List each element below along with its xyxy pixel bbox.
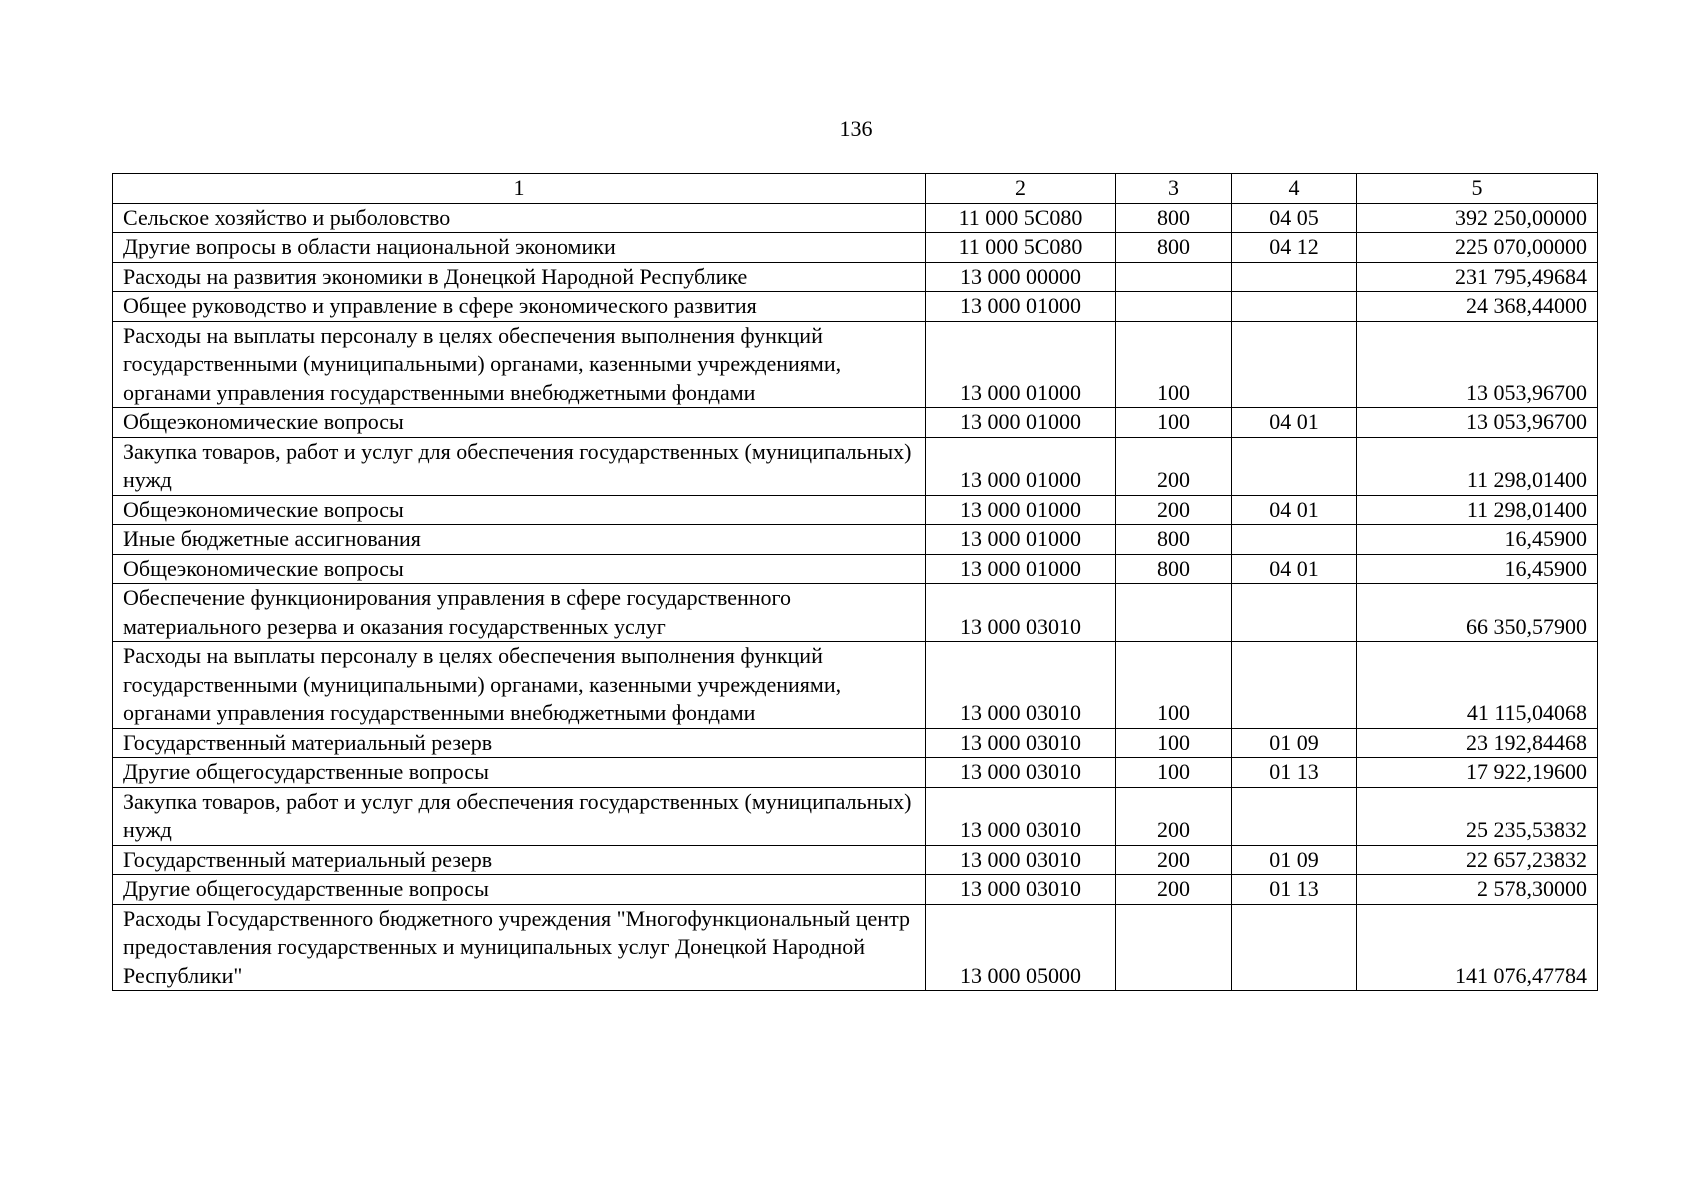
table-row [113, 233, 1598, 263]
header-col-1: 1 [113, 174, 926, 204]
cell-target-code: 13 000 01000 [926, 321, 1116, 408]
cell-expense-type: 200 [1116, 437, 1232, 495]
cell-sum: 41 115,04068 [1357, 642, 1598, 729]
cell-target-code: 13 000 05000 [926, 904, 1116, 991]
cell-target-code: 13 000 01000 [926, 525, 1116, 555]
table-row [113, 262, 1598, 292]
cell-expense-type: 100 [1116, 728, 1232, 758]
cell-name: Другие вопросы в области национальной экономики [113, 233, 926, 263]
cell-target-code: 13 000 01000 [926, 292, 1116, 322]
cell-name: Расходы на выплаты персоналу в целях обеспечения выполнения функций государственными (муниципальными) органами, казенными учреждениями, органами управления государственными внебюджетными фондами [113, 321, 926, 408]
cell-expense-type [1116, 904, 1232, 991]
cell-expense-type [1116, 262, 1232, 292]
cell-name: Общее руководство и управление в сфере экономического развития [113, 292, 926, 322]
cell-target-code: 13 000 03010 [926, 875, 1116, 905]
cell-section [1232, 437, 1357, 495]
table-row [113, 845, 1598, 875]
cell-name: Другие общегосударственные вопросы [113, 758, 926, 788]
table-row [113, 495, 1598, 525]
cell-name: Общеэкономические вопросы [113, 495, 926, 525]
table-row [113, 758, 1598, 788]
cell-name: Государственный материальный резерв [113, 728, 926, 758]
header-col-3: 3 [1116, 174, 1232, 204]
cell-name: Расходы Государственного бюджетного учреждения "Многофункциональный центр предоставления государственных и муниципальных услуг Донецкой Народной Республики" [113, 904, 926, 991]
cell-name: Общеэкономические вопросы [113, 408, 926, 438]
cell-section [1232, 262, 1357, 292]
cell-expense-type: 800 [1116, 525, 1232, 555]
table-body [113, 203, 1598, 991]
table-row [113, 321, 1598, 408]
cell-expense-type: 100 [1116, 758, 1232, 788]
cell-expense-type: 200 [1116, 495, 1232, 525]
cell-sum: 17 922,19600 [1357, 758, 1598, 788]
cell-target-code: 11 000 5С080 [926, 203, 1116, 233]
table-row [113, 554, 1598, 584]
cell-expense-type: 800 [1116, 233, 1232, 263]
cell-name: Иные бюджетные ассигнования [113, 525, 926, 555]
cell-expense-type [1116, 292, 1232, 322]
cell-sum: 11 298,01400 [1357, 495, 1598, 525]
table-header-row [113, 174, 1598, 204]
cell-sum: 13 053,96700 [1357, 408, 1598, 438]
cell-section: 04 01 [1232, 554, 1357, 584]
cell-sum: 25 235,53832 [1357, 787, 1598, 845]
cell-section [1232, 642, 1357, 729]
cell-target-code: 13 000 00000 [926, 262, 1116, 292]
table-row [113, 584, 1598, 642]
cell-target-code: 13 000 03010 [926, 845, 1116, 875]
cell-sum: 141 076,47784 [1357, 904, 1598, 991]
cell-target-code: 13 000 03010 [926, 642, 1116, 729]
cell-name: Закупка товаров, работ и услуг для обеспечения государственных (муниципальных) нужд [113, 437, 926, 495]
cell-sum: 22 657,23832 [1357, 845, 1598, 875]
cell-expense-type: 800 [1116, 554, 1232, 584]
table-row [113, 904, 1598, 991]
cell-name: Расходы на развития экономики в Донецкой Народной Республике [113, 262, 926, 292]
cell-section [1232, 787, 1357, 845]
cell-expense-type: 100 [1116, 642, 1232, 729]
header-col-5: 5 [1357, 174, 1598, 204]
cell-target-code: 13 000 03010 [926, 728, 1116, 758]
cell-sum: 16,45900 [1357, 525, 1598, 555]
cell-name: Закупка товаров, работ и услуг для обеспечения государственных (муниципальных) нужд [113, 787, 926, 845]
table-row [113, 203, 1598, 233]
cell-name: Сельское хозяйство и рыболовство [113, 203, 926, 233]
cell-expense-type: 100 [1116, 321, 1232, 408]
cell-section [1232, 321, 1357, 408]
cell-expense-type [1116, 584, 1232, 642]
header-col-4: 4 [1232, 174, 1357, 204]
cell-sum: 13 053,96700 [1357, 321, 1598, 408]
cell-expense-type: 200 [1116, 875, 1232, 905]
cell-section: 01 09 [1232, 728, 1357, 758]
cell-section [1232, 904, 1357, 991]
cell-target-code: 13 000 01000 [926, 408, 1116, 438]
cell-expense-type: 200 [1116, 787, 1232, 845]
cell-name: Государственный материальный резерв [113, 845, 926, 875]
cell-target-code: 13 000 03010 [926, 758, 1116, 788]
cell-section: 04 01 [1232, 408, 1357, 438]
cell-sum: 392 250,00000 [1357, 203, 1598, 233]
cell-section: 04 12 [1232, 233, 1357, 263]
budget-table [112, 173, 1598, 991]
cell-section: 01 09 [1232, 845, 1357, 875]
cell-target-code: 13 000 03010 [926, 787, 1116, 845]
cell-sum: 66 350,57900 [1357, 584, 1598, 642]
table-row [113, 437, 1598, 495]
cell-section [1232, 584, 1357, 642]
cell-sum: 231 795,49684 [1357, 262, 1598, 292]
cell-sum: 16,45900 [1357, 554, 1598, 584]
cell-sum: 2 578,30000 [1357, 875, 1598, 905]
cell-sum: 23 192,84468 [1357, 728, 1598, 758]
cell-section: 01 13 [1232, 758, 1357, 788]
cell-expense-type: 800 [1116, 203, 1232, 233]
table-row [113, 875, 1598, 905]
cell-name: Общеэкономические вопросы [113, 554, 926, 584]
page-number: 136 [839, 116, 873, 141]
cell-target-code: 13 000 01000 [926, 495, 1116, 525]
cell-target-code: 13 000 03010 [926, 584, 1116, 642]
header-col-2: 2 [926, 174, 1116, 204]
table-row [113, 728, 1598, 758]
cell-target-code: 13 000 01000 [926, 437, 1116, 495]
cell-target-code: 13 000 01000 [926, 554, 1116, 584]
table-row [113, 642, 1598, 729]
cell-sum: 24 368,44000 [1357, 292, 1598, 322]
cell-section: 01 13 [1232, 875, 1357, 905]
cell-expense-type: 200 [1116, 845, 1232, 875]
cell-name: Другие общегосударственные вопросы [113, 875, 926, 905]
cell-target-code: 11 000 5С080 [926, 233, 1116, 263]
table-row [113, 292, 1598, 322]
cell-section [1232, 525, 1357, 555]
table-row [113, 787, 1598, 845]
cell-section [1232, 292, 1357, 322]
cell-name: Расходы на выплаты персоналу в целях обеспечения выполнения функций государственными (муниципальными) органами, казенными учреждениями, органами управления государственными внебюджетными фондами [113, 642, 926, 729]
cell-name: Обеспечение функционирования управления в сфере государственного материального резерва и оказания государственных услуг [113, 584, 926, 642]
table-row [113, 408, 1598, 438]
cell-sum: 11 298,01400 [1357, 437, 1598, 495]
cell-section: 04 01 [1232, 495, 1357, 525]
cell-section: 04 05 [1232, 203, 1357, 233]
table-row [113, 525, 1598, 555]
cell-sum: 225 070,00000 [1357, 233, 1598, 263]
cell-expense-type: 100 [1116, 408, 1232, 438]
